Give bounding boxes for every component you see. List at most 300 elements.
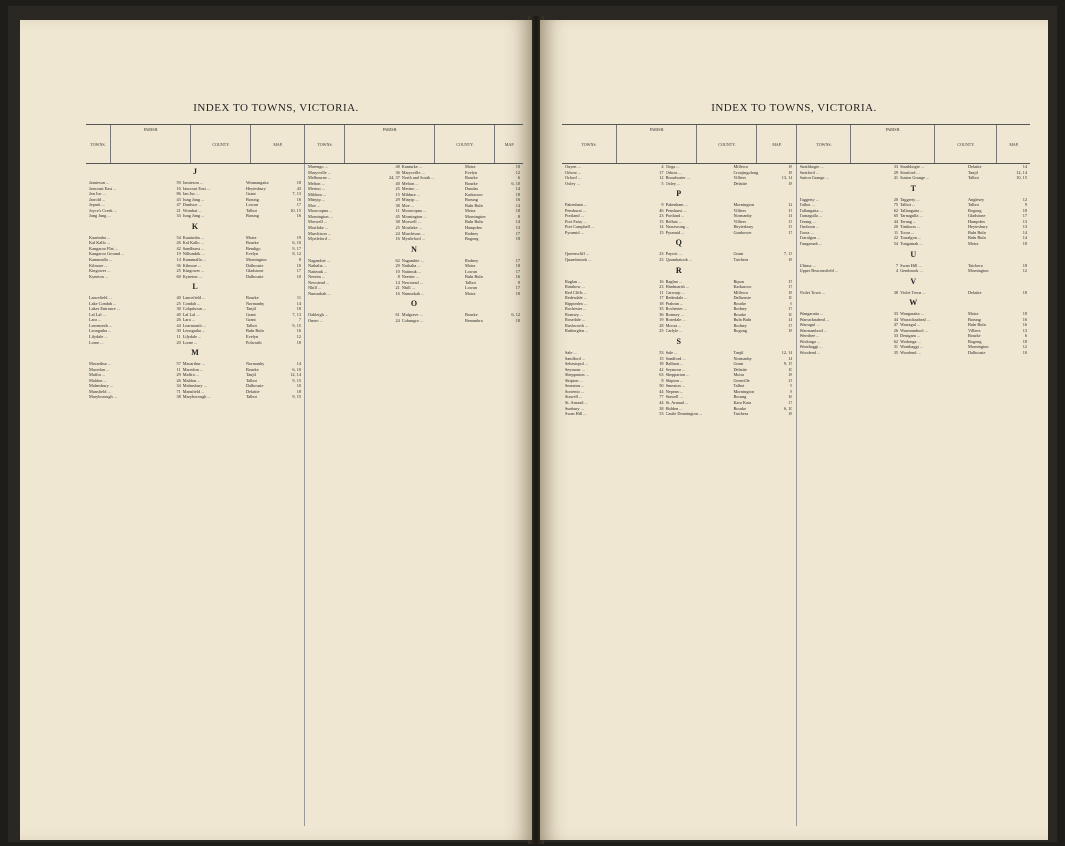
town-name: Pyramid ... (565, 229, 584, 235)
map-number: 18 (788, 257, 793, 263)
map-number: 6 (517, 175, 520, 181)
parish-number: 44 (176, 322, 181, 328)
town-name: Jung Jung ... (89, 213, 111, 219)
town-name: Tallangatta ... (799, 207, 823, 213)
parish-name: Kanumalla ... (182, 257, 206, 263)
map-number: 10 (788, 366, 793, 372)
county-name: Delatite (967, 164, 982, 169)
parish-number: 25 (659, 328, 664, 334)
parish-name: Talbot ... (900, 202, 916, 208)
parish-number: 25 (395, 186, 400, 192)
map-number: 9 (1024, 202, 1027, 208)
county-name: Rodney (464, 257, 479, 263)
parish-name: Learmonth ... (182, 322, 206, 328)
county-name: Talbot (245, 322, 257, 328)
town-name: Wangaratta ... (799, 311, 824, 317)
index-row (308, 236, 520, 242)
map-number: 7 (298, 317, 301, 323)
parish-name: Natimuk ... (401, 268, 422, 274)
section-letter: Q (675, 238, 682, 248)
map-number: 10 (788, 311, 793, 317)
town-name: Kilmore ... (89, 262, 108, 268)
parish-name: Holden ... (665, 405, 683, 411)
county-name: Lowan (464, 285, 477, 291)
header-towns (86, 125, 110, 163)
parish-name: Leongatha ... (182, 328, 206, 334)
town-name: Orbost ... (565, 169, 581, 175)
parish-number: 38 (893, 289, 899, 295)
town-name: Lara ... (89, 317, 102, 323)
county-name: Moira (733, 372, 744, 378)
parish-name: Deutgam ... (900, 333, 921, 339)
town-name: Numurkah ... (308, 290, 331, 296)
town-name: Red Cliffs ... (565, 289, 588, 295)
county-name: Lowan (245, 202, 258, 208)
parish-name: Orbost ... (665, 169, 682, 175)
header-map-r2-label: MAP. (1009, 141, 1019, 147)
town-name: Kingower ... (89, 268, 111, 274)
parish-name: Taggerty ... (900, 196, 920, 202)
right-page (540, 20, 1048, 840)
section-letter: J (193, 167, 197, 176)
parish-number: 4 (895, 268, 899, 274)
county-name: Rodney (733, 306, 747, 312)
town-name: Terang ... (799, 218, 816, 224)
town-name: Kyneton ... (89, 273, 109, 279)
county-name: Normanby (733, 355, 752, 361)
county-name: Moira (464, 164, 476, 169)
index-column-right-r (796, 164, 1031, 826)
parish-number: 29 (176, 372, 181, 378)
town-name: Pakenham ... (565, 202, 588, 208)
parish-number: 57 (176, 361, 181, 367)
header-county-r (696, 125, 757, 163)
index-row (565, 181, 793, 187)
parish-name: Wangaratta ... (900, 311, 924, 317)
county-name: Buln Buln (464, 274, 483, 280)
county-name: Evelyn (245, 251, 259, 257)
map-number: 18 (515, 236, 520, 242)
parish-name: Tungamah ... (900, 241, 923, 247)
parish-name: Sutton Grange ... (900, 175, 930, 181)
county-name: Dalhousie (733, 295, 751, 301)
parish-number: 34 (176, 383, 181, 389)
parish-number: 4 (661, 164, 664, 169)
county-name: Buln Buln (967, 322, 986, 328)
town-name: Marengo ... (308, 164, 328, 169)
map-number: 18 (788, 372, 793, 378)
county-name: Tanjil (967, 169, 978, 175)
town-name: Shepparton ... (565, 372, 589, 378)
parish-name: Colquhoun ... (182, 306, 207, 312)
parish-name: Paywit ... (665, 251, 682, 257)
header-parish-2-label: PARISH. (382, 127, 398, 132)
section-letter: T (910, 183, 916, 193)
parish-name: Morwell ... (401, 219, 421, 225)
county-name: Delatite (733, 180, 748, 186)
parish-name: Narrawong ... (665, 224, 690, 230)
county-name: Ripon (733, 278, 744, 284)
map-number: 17 (1022, 213, 1027, 219)
county-name: Bourke (967, 333, 981, 339)
county-name: Talbot (967, 202, 979, 208)
town-name: St. Arnaud ... (565, 399, 588, 405)
parish-name: Marysville ... (401, 169, 425, 175)
map-number: 18 (788, 164, 793, 169)
county-name: Millewa (733, 164, 748, 169)
header-parish-r (616, 125, 697, 163)
section-letter: P (676, 189, 682, 199)
map-number: 14 (788, 213, 793, 219)
parish-name: Lilydale ... (182, 334, 202, 340)
map-number: 8 (790, 388, 793, 394)
parish-name: Lara ... (182, 317, 195, 323)
header-parish-r2 (850, 125, 935, 163)
town-name: Sutton Grange ... (799, 175, 829, 181)
parish-name: Rosedale ... (665, 317, 686, 323)
map-number: 18 (515, 290, 520, 296)
index-row (89, 394, 301, 400)
town-name: Minyip ... (308, 197, 325, 203)
parish-number: 18 (659, 361, 664, 367)
section-letter: R (675, 265, 682, 275)
town-name: Kanumalla ... (89, 257, 113, 263)
county-name: Hampden (464, 225, 482, 231)
parish-name: Belfast ... (665, 218, 683, 224)
parish-name: Smeaton ... (665, 383, 685, 389)
county-name: Bogong (967, 207, 982, 213)
parish-name: North and South ... (401, 175, 435, 181)
map-number: 8, 12 (292, 251, 301, 257)
map-number: 16 (296, 196, 301, 202)
map-number: 9, 15 (292, 394, 301, 400)
map-number: 13 (1022, 218, 1027, 224)
county-name: Mornington (967, 344, 989, 350)
map-number: 16 (1022, 322, 1027, 328)
parish-number: 62 (893, 338, 899, 344)
county-name: Tatchera (967, 262, 983, 268)
map-number: 10 (296, 383, 301, 389)
parish-number: 15 (659, 355, 664, 361)
county-name: Talbot (245, 207, 257, 213)
header-towns-r2 (796, 125, 851, 163)
county-name: Moira (245, 234, 257, 240)
town-name: Neerim ... (308, 274, 326, 280)
county-name: Borung (245, 213, 259, 219)
town-name: Kangaroo Flat ... (89, 245, 118, 251)
index-row (308, 318, 520, 324)
county-name: Grant (245, 311, 256, 317)
parish-name: Redesdale ... (665, 295, 688, 301)
map-number: 8 (298, 257, 301, 263)
map-number: 19 (296, 234, 301, 240)
county-name: Delatite (245, 388, 260, 394)
parish-number: 35 (659, 306, 664, 312)
parish-name: Terang ... (900, 218, 917, 224)
map-number: 17 (296, 268, 301, 274)
parish-name: Jung Jung ... (182, 196, 205, 202)
header-towns-2 (304, 125, 345, 163)
parish-name: Skipton ... (665, 377, 684, 383)
parish-name: Castle Donnington ... (665, 411, 703, 417)
parish-name: Macedon ... (182, 366, 204, 372)
town-name: Lilydale ... (89, 334, 108, 340)
page-title-right: INDEX TO TOWNS, VICTORIA. (711, 102, 877, 114)
county-name: Moira (464, 263, 476, 269)
parish-name: Maryborough ... (182, 394, 211, 400)
map-number: 17 (515, 230, 520, 236)
parish-number: 46 (659, 207, 664, 213)
map-number: 43 (296, 185, 301, 191)
parish-name: Nepean ... (665, 388, 683, 394)
town-name: Murchison ... (308, 230, 331, 236)
map-number: 6, 12 (511, 312, 520, 318)
index-row (308, 291, 520, 297)
town-name: Merino ... (308, 186, 325, 192)
map-number: 10, 15 (290, 207, 301, 213)
county-name: Rodney (464, 230, 479, 236)
parish-name: Nagambie ... (401, 257, 424, 263)
county-name: Talbot (245, 377, 257, 383)
index-row (565, 328, 793, 334)
parish-name: Nhill ... (401, 285, 415, 291)
map-number: 13 (788, 377, 793, 383)
map-number: 18 (515, 164, 520, 169)
parish-name: Stratford ... (900, 169, 920, 175)
parish-name: Nillumbik ... (182, 251, 205, 257)
county-name: Buln Buln (967, 229, 986, 235)
parish-name: Shepparton ... (665, 372, 690, 378)
parish-name: St. Arnaud ... (665, 399, 689, 405)
county-name: Grant (245, 191, 256, 197)
parish-number: 11 (659, 289, 664, 295)
parish-number: 29 (893, 169, 899, 175)
parish-number: 43 (176, 196, 181, 202)
table-header-right (562, 124, 1030, 164)
county-name: Borung (733, 394, 747, 400)
parish-number: 17 (659, 169, 664, 175)
parish-number: 44 (659, 388, 664, 394)
map-number: 13 (788, 218, 793, 224)
parish-name: Neerim ... (401, 274, 419, 280)
county-name: Bourke (245, 240, 259, 246)
map-number: 18 (296, 306, 301, 312)
town-name: Mornington ... (308, 213, 333, 219)
map-number: 6 (790, 300, 793, 306)
county-name: Buln Buln (967, 235, 986, 241)
index-row (565, 257, 793, 263)
parish-number: 71 (176, 388, 181, 394)
county-name: Talbot (967, 175, 979, 181)
parish-name: Maffra ... (182, 372, 199, 378)
parish-name: Wombat ... (182, 207, 202, 213)
town-name: Nhill ... (308, 285, 322, 291)
county-name: Kara Kara (733, 399, 752, 405)
parish-name: Moora ... (665, 322, 682, 328)
town-name: Warracknabeal ... (799, 316, 830, 322)
parish-name: Newstead ... (401, 279, 423, 285)
parish-number: 20 (893, 224, 899, 230)
parish-name: Warragul ... (900, 322, 921, 328)
map-number: 18 (1022, 338, 1027, 344)
parish-number: 11 (395, 208, 400, 214)
parish-name: Portland ... (665, 213, 685, 219)
county-name: Lowan (464, 268, 477, 274)
county-name: Normanby (245, 300, 265, 306)
parish-name: Woodend ... (900, 350, 921, 356)
county-name: Benambra (464, 318, 483, 324)
parish-number: 15 (659, 218, 664, 224)
town-name: Marysville ... (308, 169, 331, 175)
town-name: Jarrold ... (89, 196, 106, 202)
parish-number: 53 (659, 411, 664, 417)
section-letter: S (676, 337, 681, 347)
parish-number: 25 (176, 300, 181, 306)
town-name: Lal Lal ... (89, 311, 106, 317)
map-number: 10 (1022, 350, 1027, 356)
parish-number: 25 (176, 268, 181, 274)
parish-name: Jamieson ... (182, 180, 204, 185)
town-name: Maldon ... (89, 377, 107, 383)
parish-number: 65 (893, 213, 899, 219)
town-name: Warragul ... (799, 322, 820, 328)
town-name: Rosedale ... (565, 317, 586, 323)
town-name: Newstead ... (308, 279, 330, 285)
county-name: Heytesbury (245, 185, 266, 191)
map-number: 16 (1022, 316, 1027, 322)
parish-name: Kal Kallo ... (182, 240, 204, 246)
town-name: Macedon ... (89, 366, 110, 372)
parish-name: Swan Hill ... (900, 262, 922, 268)
parish-number: 44 (893, 316, 899, 322)
parish-name: Warracknabeal ... (900, 316, 931, 322)
parish-number: 11 (893, 229, 899, 235)
parish-name: Jan Juc ... (182, 191, 200, 197)
parish-name: Lancefield ... (182, 295, 206, 301)
parish-number: 26 (893, 327, 899, 333)
parish-number: 21 (176, 207, 181, 213)
parish-number: 30 (176, 328, 181, 334)
parish-name: Wodonga ... (900, 338, 921, 344)
parish-name: Sale ... (665, 350, 678, 356)
town-name: Port Fairy ... (565, 218, 587, 224)
map-number: 18 (788, 289, 793, 295)
header-county-r2 (934, 125, 997, 163)
town-name: Lakes Entrance ... (89, 306, 120, 312)
town-name: Lorne ... (89, 339, 104, 345)
section-letter: M (191, 348, 199, 358)
parish-name: Rochester ... (665, 306, 688, 312)
parish-name: Myrtleford ... (401, 236, 425, 242)
header-map (250, 125, 305, 163)
map-number: 12 (788, 202, 793, 208)
parish-number: 33 (893, 164, 899, 169)
index-row (89, 340, 301, 346)
map-number: 14 (296, 300, 301, 306)
town-name: Jeparit ... (89, 202, 105, 208)
county-name: Villiers (967, 327, 981, 333)
map-number: 14 (515, 202, 520, 208)
map-number: 18 (788, 169, 793, 175)
map-number: 18 (1022, 241, 1027, 247)
county-name: Dalhousie (245, 273, 264, 279)
header-parish (110, 125, 191, 163)
map-number: 9 (517, 279, 520, 285)
county-name: Borung (967, 316, 981, 322)
parish-number: 19 (176, 251, 181, 257)
map-number: 18 (1022, 311, 1027, 317)
town-name: Quambatook ... (565, 257, 592, 263)
parish-name: Condah ... (182, 300, 201, 306)
parish-number: 33 (176, 213, 181, 219)
header-county (190, 125, 251, 163)
town-name: Sandford ... (565, 355, 586, 361)
town-name: Myrtleford ... (308, 236, 332, 242)
town-name: Sunbury ... (565, 405, 584, 411)
map-number: 13 (1022, 327, 1027, 333)
parish-number: 38 (395, 219, 400, 225)
parish-number: 23 (659, 251, 664, 257)
county-name: Bogong (733, 328, 748, 334)
parish-number: 14 (395, 279, 400, 285)
map-number: 12 (515, 169, 520, 175)
table-header (86, 124, 523, 164)
town-name: Oakleigh ... (308, 312, 329, 318)
map-number: 14 (788, 355, 793, 361)
parish-number: 41 (893, 175, 899, 181)
header-map-2-label: MAP. (504, 141, 515, 147)
map-number: 13 (788, 207, 793, 213)
map-number: 16 (788, 394, 793, 400)
map-number: 18 (515, 208, 520, 214)
parish-name: Broadwater ... (665, 175, 690, 181)
map-number: 9, 15 (292, 322, 301, 328)
parish-name: Violet Town ... (900, 289, 926, 295)
index-row (89, 213, 301, 219)
county-name: Evelyn (464, 169, 478, 175)
parish-number: 15 (659, 229, 664, 235)
town-name: Seymour ... (565, 366, 585, 372)
map-number: 17 (515, 268, 520, 274)
map-number: 9 (790, 383, 793, 389)
parish-name: Moe ... (401, 202, 414, 208)
parish-number: 23 (659, 213, 664, 219)
parish-number: 29 (395, 197, 400, 203)
parish-name: Kyneton ... (182, 273, 202, 279)
parish-number: 47 (176, 202, 181, 208)
parish-number: 19 (659, 317, 664, 323)
parish-number: 8 (661, 377, 664, 383)
town-name: Rainbow ... (565, 284, 585, 290)
town-name: Stawell ... (565, 394, 583, 400)
header-parish-r2-label: PARISH. (885, 127, 901, 132)
parish-name: Lorne ... (182, 339, 198, 345)
index-row (800, 350, 1028, 356)
parish-number: 45 (395, 213, 400, 219)
map-number: 14 (515, 219, 520, 225)
map-number: 10, 15 (1016, 175, 1027, 181)
parish-number: 18 (659, 300, 664, 306)
county-name: Tanjil (245, 306, 256, 312)
map-number: 14 (788, 317, 793, 323)
town-name: Woodend ... (799, 350, 821, 356)
county-name: Bogong (464, 236, 479, 242)
town-name: Queenscliff ... (565, 251, 590, 257)
county-name: Villiers (733, 175, 747, 181)
parish-name: Dunluce ... (182, 202, 202, 208)
town-name: Mooroopna ... (308, 208, 333, 214)
county-name: Talbot (733, 383, 745, 389)
